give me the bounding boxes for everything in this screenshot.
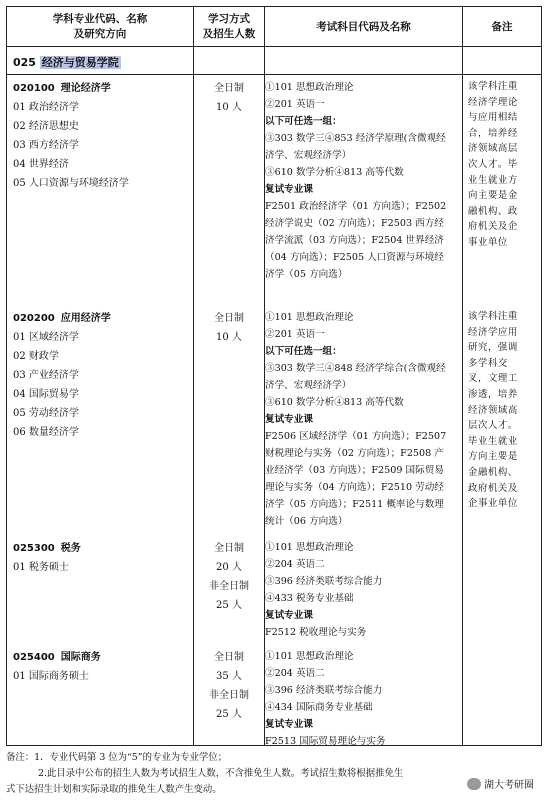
watermark: 湖大考研圈: [463, 775, 538, 792]
major-code: 025300: [13, 543, 55, 554]
research-direction: 05 劳动经济学: [13, 408, 79, 419]
exam-subject: 业经济学（03 方向选）；F2509 国际贸易: [265, 465, 444, 476]
exam-group-heading: 复试专业课: [265, 719, 313, 730]
remark-line: 该学科注重: [468, 81, 518, 92]
exam-subject: ②201 英语一: [265, 329, 325, 340]
exam-subject: 济学（05 方向选）；F2511 概率论与数理: [265, 499, 444, 510]
remark-line: 济领域高层: [468, 143, 518, 155]
exam-subject: ③303 数学三④848 经济学综合(含微观经: [265, 363, 446, 374]
study-mode-line: 25 人: [216, 600, 242, 611]
exam-subject: ②201 英语一: [265, 99, 325, 110]
column-divider: [462, 7, 463, 745]
study-mode-line: 25 人: [216, 709, 242, 720]
research-direction: 01 政治经济学: [13, 102, 79, 113]
exam-subject: 经济学说史（02 方向选）；F2503 西方经: [265, 218, 444, 229]
remark-line: 金融机构、: [468, 466, 518, 478]
header-col-exam: 考试科目代码及名称: [316, 20, 411, 33]
study-mode: [195, 79, 263, 117]
study-mode-line: 全日制: [214, 652, 244, 663]
remark-line: 渗透，培养: [468, 388, 518, 400]
exam-subject: F2506 区域经济学（01 方向选）；F2507: [265, 431, 447, 442]
exam-subject: F2512 税收理论与实务: [265, 627, 367, 638]
major-info: [13, 648, 189, 686]
exam-subjects: [265, 309, 461, 530]
exam-subject: 理论与实务（04 方向选）；F2510 劳动经: [265, 482, 444, 493]
exam-subject: ③610 数学分析④813 高等代数: [265, 167, 404, 178]
remark-line: 经济领域高: [468, 404, 518, 416]
exam-subject: ②204 英语二: [265, 668, 325, 679]
major-info: [13, 309, 189, 442]
remark: [468, 79, 538, 251]
exam-group-heading: 复试专业课: [265, 610, 313, 621]
major-name: 国际商务: [60, 652, 101, 663]
wechat-icon: [467, 778, 481, 790]
study-mode-line: 全日制: [214, 313, 244, 324]
remark-line: 与应用相结: [468, 112, 518, 124]
remark-line: 经济学应用: [468, 326, 518, 338]
remark-line: 合，培养经: [468, 127, 518, 139]
column-divider: [193, 7, 194, 745]
major-info: [13, 79, 189, 193]
exam-subject: ①101 思想政治理论: [265, 312, 354, 323]
remark-line: 次人才。毕: [468, 158, 518, 170]
research-direction: 04 国际贸易学: [13, 389, 79, 400]
remark-line: 经济学理论: [468, 96, 518, 108]
catalog-table: [6, 6, 542, 746]
major-code: 020100: [13, 83, 55, 94]
footnote-1: 备注：1．专业代码第 3 位为“5”的专业为专业学位；: [6, 752, 227, 763]
study-mode-line: 10 人: [216, 332, 242, 343]
exam-subject: F2513 国际贸易理论与实务: [265, 736, 386, 747]
research-direction: 03 西方经济学: [13, 140, 79, 151]
research-direction: 02 财政学: [13, 351, 59, 362]
study-mode-line: 全日制: [214, 543, 244, 554]
exam-subject: ③610 数学分析④813 高等代数: [265, 397, 404, 408]
research-direction: 05 人口资源与环境经济学: [13, 178, 129, 189]
exam-subject: ④433 税务专业基础: [265, 593, 354, 604]
major-code: 020200: [13, 313, 55, 324]
study-mode-line: 35 人: [216, 671, 242, 682]
remark-line: 政府机关及: [468, 482, 518, 494]
remark-line: 多学科交: [468, 357, 508, 369]
major-title: [13, 539, 189, 558]
exam-subjects: [265, 79, 461, 283]
exam-subject: ③396 经济类联考综合能力: [265, 685, 383, 696]
exam-subject: 财税理论与实务（02 方向选）；F2508 产: [265, 448, 444, 459]
study-mode-line: 非全日制: [209, 690, 249, 701]
exam-subject: （04 方向选）；F2505 人口资源与环境经: [265, 252, 444, 263]
remark: [468, 309, 538, 512]
remark-line: 事业单位: [468, 236, 508, 248]
exam-subject: 济学、宏观经济学）: [265, 380, 352, 391]
study-mode-line: 全日制: [214, 83, 244, 94]
research-direction: 03 产业经济学: [13, 370, 79, 381]
exam-subject: F2501 政治经济学（01 方向选）；F2502: [265, 201, 447, 212]
exam-group-heading: 复试专业课: [265, 184, 313, 195]
study-mode-line: 20 人: [216, 562, 242, 573]
study-mode: [195, 648, 263, 724]
research-direction: 04 世界经济: [13, 159, 69, 170]
study-mode: [195, 309, 263, 347]
college-row: [7, 47, 541, 75]
major-name: 理论经济学: [60, 83, 111, 94]
college-name: 经济与贸易学院: [41, 56, 119, 69]
major-title: [13, 648, 189, 667]
footnote-2: 2.此目录中公布的招生人数为考试招生人数，不含推免生人数。考试招生数将根据推免生: [38, 768, 404, 779]
major-name: 税务: [60, 543, 81, 554]
remark-line: 业生就业方: [468, 174, 518, 186]
exam-subject: ②204 英语二: [265, 559, 325, 570]
exam-subjects: [265, 539, 461, 641]
exam-group-heading: 以下可任选一组：: [265, 116, 342, 127]
exam-subject: ③396 经济类联考综合能力: [265, 576, 383, 587]
remark-line: 向主要是金: [468, 190, 518, 202]
research-direction: 02 经济思想史: [13, 121, 79, 132]
research-direction: 01 国际商务硕士: [13, 671, 89, 682]
exam-subject: 统计（06 方向选）: [265, 516, 348, 527]
research-direction: 01 税务硕士: [13, 562, 69, 573]
remark-line: 毕业生就业: [468, 435, 518, 447]
remark-line: 府机关及企: [468, 221, 518, 233]
study-mode-line: 10 人: [216, 102, 242, 113]
exam-subjects: [265, 648, 461, 750]
header-col-study: 学习方式 及招生人数: [202, 13, 256, 40]
remark-line: 该学科注重: [468, 311, 518, 322]
remark-line: 叉，文理工: [468, 373, 518, 385]
major-info: [13, 539, 189, 577]
remark-line: 方向主要是: [468, 451, 518, 463]
exam-group-heading: 以下可任选一组：: [265, 346, 342, 357]
exam-subject: ①101 思想政治理论: [265, 651, 354, 662]
footnote-3: 式下达招生计划和实际录取的推免生人数产生变动。: [6, 784, 222, 795]
table-header: [7, 7, 541, 47]
footnotes: [6, 750, 542, 798]
exam-subject: 济学流派（03 方向选）；F2504 世界经济: [265, 235, 444, 246]
header-col-major: 学科专业代码、名称 及研究方向: [52, 13, 148, 40]
exam-group-heading: 复试专业课: [265, 414, 313, 425]
exam-subject: ③303 数学三④853 经济学原理(含微观经: [265, 133, 446, 144]
remark-line: 企事业单位: [468, 498, 518, 510]
remark-line: 层次人才。: [468, 420, 518, 432]
college-code: 025: [13, 56, 36, 69]
remark-line: 融机构、政: [468, 205, 518, 217]
study-mode: [195, 539, 263, 615]
study-mode-line: 非全日制: [209, 581, 249, 592]
exam-subject: 济学、宏观经济学）: [265, 150, 352, 161]
exam-subject: ①101 思想政治理论: [265, 82, 354, 93]
research-direction: 06 数量经济学: [13, 427, 79, 438]
research-direction: 01 区域经济学: [13, 332, 79, 343]
major-name: 应用经济学: [60, 313, 111, 324]
major-title: [13, 79, 189, 98]
major-code: 025400: [13, 652, 55, 663]
remark-line: 研究，强调: [468, 342, 518, 354]
exam-subject: ④434 国际商务专业基础: [265, 702, 373, 713]
exam-subject: ①101 思想政治理论: [265, 542, 354, 553]
exam-subject: 济学（05 方向选）: [265, 269, 348, 280]
major-title: [13, 309, 189, 328]
header-col-remark: 备注: [491, 20, 513, 33]
